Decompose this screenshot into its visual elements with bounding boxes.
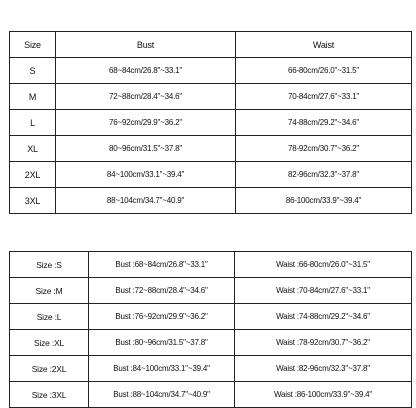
- size-cell: Size :L: [10, 304, 89, 330]
- bust-cell: Bust :76~92cm/29.9"~36.2": [89, 304, 235, 330]
- bust-cell: Bust :84~100cm/33.1"~39.4": [89, 356, 235, 382]
- size-cell: XL: [10, 136, 56, 162]
- bust-cell: 88~104cm/34.7"~40.9": [56, 188, 236, 214]
- size-cell: L: [10, 110, 56, 136]
- table-header-row: [10, 32, 412, 58]
- table-row: [10, 278, 412, 304]
- table-row: [10, 382, 412, 408]
- size-cell: Size :2XL: [10, 356, 89, 382]
- waist-cell: Waist :86-100cm/33.9"~39.4": [235, 382, 412, 408]
- waist-cell: Waist :74-88cm/29.2"~34.6": [235, 304, 412, 330]
- size-cell: 3XL: [10, 188, 56, 214]
- bust-cell: Bust :68~84cm/26.8"~33.1": [89, 252, 235, 278]
- size-cell: M: [10, 84, 56, 110]
- size-cell: 2XL: [10, 162, 56, 188]
- header-waist: Waist: [236, 32, 412, 58]
- bust-cell: 72~88cm/28.4"~34.6": [56, 84, 236, 110]
- size-chart-table-primary: [9, 31, 412, 214]
- table-row: [10, 84, 412, 110]
- waist-cell: 70-84cm/27.6"~33.1": [236, 84, 412, 110]
- bust-cell: Bust :80~96cm/31.5"~37.8": [89, 330, 235, 356]
- size-chart-table-labeled: [9, 251, 412, 408]
- table-row: [10, 330, 412, 356]
- waist-cell: 78-92cm/30.7"~36.2": [236, 136, 412, 162]
- waist-cell: 74-88cm/29.2"~34.6": [236, 110, 412, 136]
- waist-cell: Waist :66-80cm/26.0"~31.5": [235, 252, 412, 278]
- table-row: [10, 356, 412, 382]
- bust-cell: 80~96cm/31.5"~37.8": [56, 136, 236, 162]
- size-cell: Size :M: [10, 278, 89, 304]
- size-cell: S: [10, 58, 56, 84]
- bust-cell: 84~100cm/33.1"~39.4": [56, 162, 236, 188]
- table-row: [10, 110, 412, 136]
- header-size: Size: [10, 32, 56, 58]
- waist-cell: 82-96cm/32.3"~37.8": [236, 162, 412, 188]
- header-bust: Bust: [56, 32, 236, 58]
- waist-cell: Waist :78-92cm/30.7"~36.2": [235, 330, 412, 356]
- table-row: [10, 58, 412, 84]
- bust-cell: 76~92cm/29.9"~36.2": [56, 110, 236, 136]
- waist-cell: Waist :70-84cm/27.6"~33.1": [235, 278, 412, 304]
- waist-cell: 66-80cm/26.0"~31.5": [236, 58, 412, 84]
- table-row: [10, 188, 412, 214]
- table-row: [10, 162, 412, 188]
- table-row: [10, 136, 412, 162]
- table-row: [10, 252, 412, 278]
- size-cell: Size :S: [10, 252, 89, 278]
- size-cell: Size :XL: [10, 330, 89, 356]
- waist-cell: 86-100cm/33.9"~39.4": [236, 188, 412, 214]
- bust-cell: 68~84cm/26.8"~33.1": [56, 58, 236, 84]
- waist-cell: Waist :82-96cm/32.3"~37.8": [235, 356, 412, 382]
- table-row: [10, 304, 412, 330]
- bust-cell: Bust :72~88cm/28.4"~34.6": [89, 278, 235, 304]
- bust-cell: Bust :88~104cm/34.7"~40.9": [89, 382, 235, 408]
- size-cell: Size :3XL: [10, 382, 89, 408]
